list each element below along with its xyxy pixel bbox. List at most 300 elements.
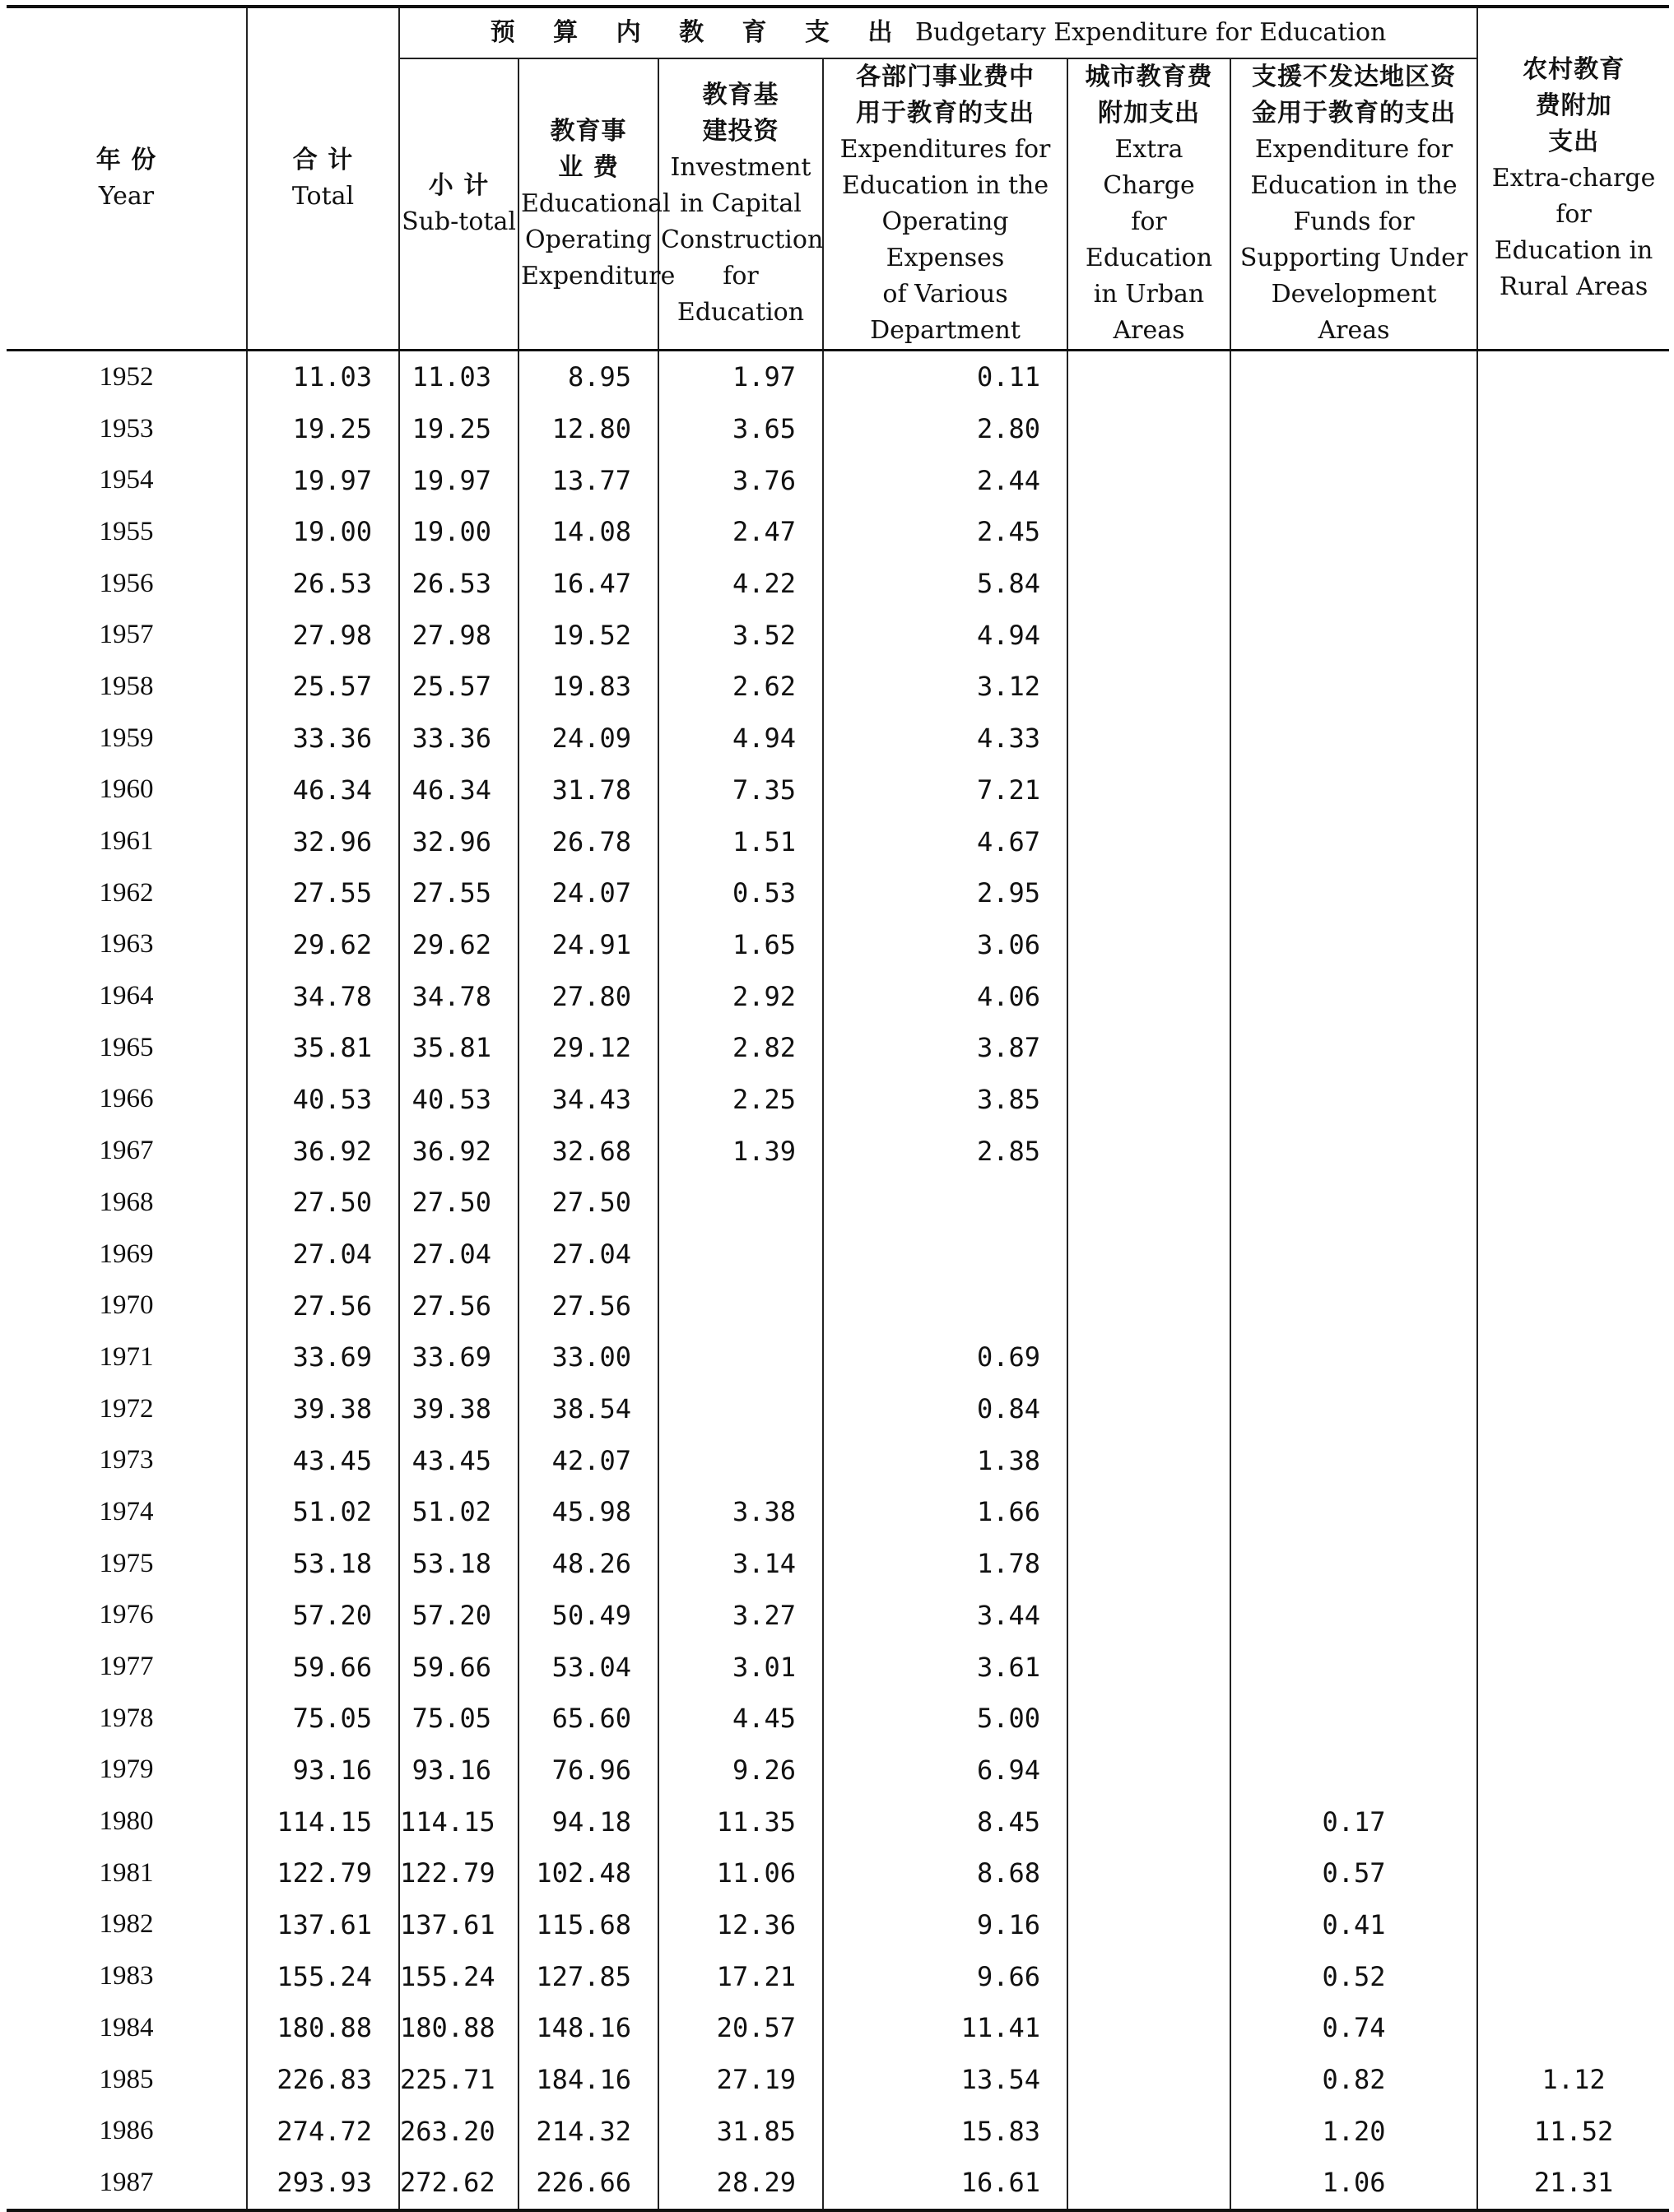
- cell-year: 1960: [7, 764, 247, 816]
- cell-rural: [1477, 867, 1669, 919]
- cell-capital: [658, 1177, 823, 1229]
- cell-year: 1980: [7, 1796, 247, 1847]
- cell-urban: [1067, 1229, 1230, 1280]
- cell-total: 19.25: [247, 403, 399, 455]
- cell-year: 1978: [7, 1693, 247, 1745]
- cell-urban: [1067, 1693, 1230, 1745]
- table-row: [7, 1434, 1669, 1486]
- header-capital-zh: 教育基 建投资: [702, 81, 779, 146]
- cell-subtotal: 114.15: [399, 1796, 518, 1847]
- header-operating: [518, 58, 676, 351]
- cell-operating: 48.26: [518, 1538, 658, 1590]
- cell-operating: 33.00: [518, 1331, 658, 1383]
- cell-rural: [1477, 2002, 1669, 2054]
- cell-year: 1973: [7, 1434, 247, 1486]
- header-subtotal-en: Sub-total: [402, 207, 516, 236]
- cell-underdev: [1230, 1125, 1477, 1177]
- cell-capital: 31.85: [658, 2105, 823, 2157]
- cell-underdev: 0.74: [1230, 2002, 1477, 2054]
- cell-capital: 3.14: [658, 1538, 823, 1590]
- cell-capital: 1.51: [658, 816, 823, 867]
- cell-urban: [1067, 1022, 1230, 1074]
- cell-operating: 27.56: [518, 1280, 658, 1331]
- cell-operating: 26.78: [518, 816, 658, 867]
- cell-year: 1952: [7, 351, 247, 403]
- cell-operating: 31.78: [518, 764, 658, 816]
- cell-departments: 4.94: [823, 609, 1067, 661]
- cell-underdev: 0.57: [1230, 1847, 1477, 1899]
- cell-subtotal: 29.62: [399, 919, 518, 971]
- cell-total: 11.03: [247, 351, 399, 403]
- table-row: [7, 1074, 1669, 1126]
- education-expenditure-table: [7, 5, 1669, 2212]
- table-row: [7, 351, 1669, 403]
- cell-departments: 0.11: [823, 351, 1067, 403]
- cell-year: 1984: [7, 2002, 247, 2054]
- cell-year: 1957: [7, 609, 247, 661]
- table-row: [7, 1125, 1669, 1177]
- cell-departments: [823, 1229, 1067, 1280]
- cell-urban: [1067, 867, 1230, 919]
- header-departments-en: Expenditures for Education in the Operating Expenses of Various Department: [839, 135, 1051, 345]
- cell-total: 226.83: [247, 2054, 399, 2106]
- cell-departments: 3.44: [823, 1590, 1067, 1642]
- header-year-zh: 年 份: [95, 146, 157, 174]
- cell-rural: [1477, 970, 1669, 1022]
- cell-subtotal: 27.55: [399, 867, 518, 919]
- cell-rural: [1477, 816, 1669, 867]
- cell-underdev: 0.82: [1230, 2054, 1477, 2106]
- cell-urban: [1067, 919, 1230, 971]
- cell-operating: 34.43: [518, 1074, 658, 1126]
- cell-operating: 45.98: [518, 1486, 658, 1538]
- cell-total: 293.93: [247, 2157, 399, 2210]
- cell-capital: 9.26: [658, 1745, 823, 1796]
- table-row: [7, 609, 1669, 661]
- cell-capital: [658, 1383, 823, 1435]
- cell-operating: 27.80: [518, 970, 658, 1022]
- cell-capital: 1.39: [658, 1125, 823, 1177]
- cell-urban: [1067, 609, 1230, 661]
- table-row: [7, 454, 1669, 506]
- cell-total: 274.72: [247, 2105, 399, 2157]
- cell-capital: 3.52: [658, 609, 823, 661]
- cell-year: 1967: [7, 1125, 247, 1177]
- cell-year: 1977: [7, 1641, 247, 1693]
- cell-operating: 14.08: [518, 506, 658, 558]
- cell-year: 1982: [7, 1899, 247, 1951]
- cell-subtotal: 34.78: [399, 970, 518, 1022]
- cell-total: 27.56: [247, 1280, 399, 1331]
- cell-departments: 3.06: [823, 919, 1067, 971]
- table-row: [7, 970, 1669, 1022]
- cell-rural: [1477, 1074, 1669, 1126]
- cell-urban: [1067, 1074, 1230, 1126]
- cell-subtotal: 19.25: [399, 403, 518, 455]
- cell-total: 59.66: [247, 1641, 399, 1693]
- header-total: [247, 7, 399, 351]
- header-total-zh: 合 计: [292, 146, 354, 174]
- cell-departments: 2.44: [823, 454, 1067, 506]
- cell-rural: [1477, 661, 1669, 713]
- cell-subtotal: 59.66: [399, 1641, 518, 1693]
- cell-underdev: [1230, 1074, 1477, 1126]
- cell-operating: 94.18: [518, 1796, 658, 1847]
- cell-total: 40.53: [247, 1074, 399, 1126]
- cell-year: 1958: [7, 661, 247, 713]
- table-row: [7, 1590, 1669, 1642]
- cell-departments: [823, 1177, 1067, 1229]
- cell-subtotal: 51.02: [399, 1486, 518, 1538]
- table-row: [7, 1331, 1669, 1383]
- cell-departments: 9.66: [823, 1950, 1067, 2002]
- cell-rural: [1477, 713, 1669, 764]
- table-body: [7, 351, 1669, 2210]
- table-row: [7, 1745, 1669, 1796]
- cell-urban: [1067, 1538, 1230, 1590]
- cell-capital: 20.57: [658, 2002, 823, 2054]
- cell-departments: 3.85: [823, 1074, 1067, 1126]
- cell-year: 1979: [7, 1745, 247, 1796]
- cell-urban: [1067, 1950, 1230, 2002]
- table-row: [7, 1796, 1669, 1847]
- cell-rural: [1477, 609, 1669, 661]
- cell-year: 1959: [7, 713, 247, 764]
- cell-operating: 27.04: [518, 1229, 658, 1280]
- cell-year: 1986: [7, 2105, 247, 2157]
- cell-rural: [1477, 506, 1669, 558]
- header-urban-zh: 城市教育费 附加支出: [1085, 63, 1213, 128]
- cell-capital: 3.76: [658, 454, 823, 506]
- cell-subtotal: 272.62: [399, 2157, 518, 2210]
- cell-urban: [1067, 1745, 1230, 1796]
- cell-capital: 2.47: [658, 506, 823, 558]
- cell-operating: 13.77: [518, 454, 658, 506]
- cell-departments: 1.78: [823, 1538, 1067, 1590]
- cell-underdev: [1230, 1022, 1477, 1074]
- cell-underdev: [1230, 1486, 1477, 1538]
- header-operating-zh: 教育事 业 费: [550, 117, 627, 182]
- cell-underdev: [1230, 558, 1477, 610]
- cell-urban: [1067, 1590, 1230, 1642]
- table-row: [7, 1229, 1669, 1280]
- cell-urban: [1067, 2157, 1230, 2210]
- table-row: [7, 506, 1669, 558]
- cell-capital: 0.53: [658, 867, 823, 919]
- cell-operating: 184.16: [518, 2054, 658, 2106]
- cell-urban: [1067, 1796, 1230, 1847]
- header-year-en: Year: [98, 182, 155, 211]
- education-expenditure-table-container: [7, 5, 1669, 2212]
- cell-underdev: [1230, 867, 1477, 919]
- cell-rural: [1477, 1486, 1669, 1538]
- cell-departments: 13.54: [823, 2054, 1067, 2106]
- cell-subtotal: 57.20: [399, 1590, 518, 1642]
- cell-urban: [1067, 1847, 1230, 1899]
- header-underdev-en: Expenditure for Education in the Funds for Supporting Under Development Areas: [1239, 135, 1468, 345]
- cell-capital: 1.65: [658, 919, 823, 971]
- cell-subtotal: 93.16: [399, 1745, 518, 1796]
- cell-total: 27.50: [247, 1177, 399, 1229]
- cell-operating: 19.83: [518, 661, 658, 713]
- table-row: [7, 558, 1669, 610]
- cell-year: 1969: [7, 1229, 247, 1280]
- cell-year: 1985: [7, 2054, 247, 2106]
- cell-rural: [1477, 764, 1669, 816]
- cell-total: 35.81: [247, 1022, 399, 1074]
- cell-total: 25.57: [247, 661, 399, 713]
- cell-capital: 2.62: [658, 661, 823, 713]
- cell-departments: 9.16: [823, 1899, 1067, 1951]
- cell-underdev: [1230, 1331, 1477, 1383]
- cell-subtotal: 33.69: [399, 1331, 518, 1383]
- cell-subtotal: 33.36: [399, 713, 518, 764]
- cell-subtotal: 263.20: [399, 2105, 518, 2157]
- cell-total: 29.62: [247, 919, 399, 971]
- cell-subtotal: 53.18: [399, 1538, 518, 1590]
- cell-capital: 2.92: [658, 970, 823, 1022]
- header-budget-group: [399, 7, 1477, 58]
- cell-departments: 2.85: [823, 1125, 1067, 1177]
- cell-total: 34.78: [247, 970, 399, 1022]
- cell-capital: 3.38: [658, 1486, 823, 1538]
- cell-departments: 7.21: [823, 764, 1067, 816]
- cell-total: 155.24: [247, 1950, 399, 2002]
- cell-operating: 226.66: [518, 2157, 658, 2210]
- header-urban-en: Extra Charge for Education in Urban Areas: [1085, 135, 1213, 345]
- cell-subtotal: 26.53: [399, 558, 518, 610]
- cell-departments: 11.41: [823, 2002, 1067, 2054]
- cell-rural: 21.31: [1477, 2157, 1669, 2210]
- header-rural-en: Extra-charge for Education in Rural Areas: [1491, 164, 1656, 301]
- cell-operating: 12.80: [518, 403, 658, 455]
- cell-year: 1953: [7, 403, 247, 455]
- header-subtotal: [399, 58, 518, 351]
- table-row: [7, 1538, 1669, 1590]
- cell-capital: 12.36: [658, 1899, 823, 1951]
- cell-year: 1955: [7, 506, 247, 558]
- cell-operating: 148.16: [518, 2002, 658, 2054]
- cell-capital: 28.29: [658, 2157, 823, 2210]
- table-row: [7, 2105, 1669, 2157]
- cell-departments: 2.80: [823, 403, 1067, 455]
- cell-total: 180.88: [247, 2002, 399, 2054]
- cell-underdev: [1230, 1383, 1477, 1435]
- cell-total: 93.16: [247, 1745, 399, 1796]
- cell-rural: 1.12: [1477, 2054, 1669, 2106]
- cell-total: 43.45: [247, 1434, 399, 1486]
- cell-capital: 3.65: [658, 403, 823, 455]
- cell-year: 1965: [7, 1022, 247, 1074]
- cell-underdev: [1230, 764, 1477, 816]
- cell-subtotal: 137.61: [399, 1899, 518, 1951]
- cell-total: 51.02: [247, 1486, 399, 1538]
- cell-capital: 2.82: [658, 1022, 823, 1074]
- cell-subtotal: 27.98: [399, 609, 518, 661]
- cell-urban: [1067, 816, 1230, 867]
- cell-subtotal: 32.96: [399, 816, 518, 867]
- cell-underdev: [1230, 1590, 1477, 1642]
- cell-capital: 4.94: [658, 713, 823, 764]
- header-departments: [823, 58, 1067, 351]
- cell-underdev: [1230, 454, 1477, 506]
- header-rural: [1477, 7, 1669, 351]
- cell-urban: [1067, 661, 1230, 713]
- cell-total: 114.15: [247, 1796, 399, 1847]
- cell-operating: 42.07: [518, 1434, 658, 1486]
- cell-subtotal: 225.71: [399, 2054, 518, 2106]
- header-urban: [1067, 58, 1230, 351]
- cell-departments: 4.33: [823, 713, 1067, 764]
- header-subtotal-zh: 小 计: [428, 171, 490, 200]
- cell-urban: [1067, 2002, 1230, 2054]
- cell-departments: 1.66: [823, 1486, 1067, 1538]
- cell-rural: [1477, 1745, 1669, 1796]
- cell-operating: 8.95: [518, 351, 658, 403]
- cell-rural: 11.52: [1477, 2105, 1669, 2157]
- cell-urban: [1067, 1280, 1230, 1331]
- cell-rural: [1477, 1899, 1669, 1951]
- cell-capital: 4.22: [658, 558, 823, 610]
- cell-total: 27.98: [247, 609, 399, 661]
- cell-year: 1975: [7, 1538, 247, 1590]
- cell-underdev: [1230, 1745, 1477, 1796]
- cell-urban: [1067, 1125, 1230, 1177]
- table-row: [7, 1693, 1669, 1745]
- cell-underdev: [1230, 1538, 1477, 1590]
- cell-operating: 127.85: [518, 1950, 658, 2002]
- table-row: [7, 1950, 1669, 2002]
- cell-total: 32.96: [247, 816, 399, 867]
- cell-subtotal: 11.03: [399, 351, 518, 403]
- cell-rural: [1477, 1331, 1669, 1383]
- cell-rural: [1477, 454, 1669, 506]
- cell-departments: 3.87: [823, 1022, 1067, 1074]
- cell-year: 1983: [7, 1950, 247, 2002]
- cell-departments: 2.45: [823, 506, 1067, 558]
- cell-urban: [1067, 506, 1230, 558]
- cell-departments: 8.45: [823, 1796, 1067, 1847]
- cell-operating: 24.91: [518, 919, 658, 971]
- header-operating-en: Educational Operating Expenditure: [521, 189, 676, 290]
- table-row: [7, 1022, 1669, 1074]
- cell-subtotal: 25.57: [399, 661, 518, 713]
- cell-capital: 4.45: [658, 1693, 823, 1745]
- cell-year: 1954: [7, 454, 247, 506]
- cell-capital: 3.01: [658, 1641, 823, 1693]
- cell-underdev: [1230, 403, 1477, 455]
- cell-subtotal: 40.53: [399, 1074, 518, 1126]
- cell-underdev: 0.17: [1230, 1796, 1477, 1847]
- cell-rural: [1477, 558, 1669, 610]
- cell-rural: [1477, 1538, 1669, 1590]
- cell-capital: [658, 1331, 823, 1383]
- table-row: [7, 403, 1669, 455]
- cell-year: 1966: [7, 1074, 247, 1126]
- cell-subtotal: 27.56: [399, 1280, 518, 1331]
- cell-urban: [1067, 454, 1230, 506]
- cell-departments: 5.00: [823, 1693, 1067, 1745]
- cell-urban: [1067, 1899, 1230, 1951]
- cell-urban: [1067, 764, 1230, 816]
- cell-total: 19.00: [247, 506, 399, 558]
- cell-subtotal: 39.38: [399, 1383, 518, 1435]
- cell-operating: 24.07: [518, 867, 658, 919]
- cell-departments: 3.61: [823, 1641, 1067, 1693]
- table-row: [7, 1847, 1669, 1899]
- cell-subtotal: 43.45: [399, 1434, 518, 1486]
- header-year: [7, 7, 247, 351]
- table-row: [7, 713, 1669, 764]
- cell-total: 36.92: [247, 1125, 399, 1177]
- table-row: [7, 1641, 1669, 1693]
- cell-urban: [1067, 1331, 1230, 1383]
- header-capital-en: Investment in Capital Construction for Education: [661, 153, 824, 327]
- cell-departments: 0.69: [823, 1331, 1067, 1383]
- cell-underdev: [1230, 351, 1477, 403]
- cell-rural: [1477, 1177, 1669, 1229]
- cell-subtotal: 36.92: [399, 1125, 518, 1177]
- cell-operating: 115.68: [518, 1899, 658, 1951]
- table-row: [7, 764, 1669, 816]
- cell-capital: 7.35: [658, 764, 823, 816]
- cell-subtotal: 27.50: [399, 1177, 518, 1229]
- cell-urban: [1067, 403, 1230, 455]
- cell-capital: 2.25: [658, 1074, 823, 1126]
- cell-operating: 214.32: [518, 2105, 658, 2157]
- cell-total: 27.55: [247, 867, 399, 919]
- cell-capital: 11.35: [658, 1796, 823, 1847]
- cell-departments: 6.94: [823, 1745, 1067, 1796]
- header-total-en: Total: [291, 182, 355, 211]
- cell-total: 57.20: [247, 1590, 399, 1642]
- cell-subtotal: 180.88: [399, 2002, 518, 2054]
- header-underdev: [1230, 58, 1477, 351]
- cell-operating: 102.48: [518, 1847, 658, 1899]
- cell-rural: [1477, 1229, 1669, 1280]
- cell-rural: [1477, 1125, 1669, 1177]
- cell-urban: [1067, 1383, 1230, 1435]
- cell-rural: [1477, 1641, 1669, 1693]
- cell-operating: 27.50: [518, 1177, 658, 1229]
- cell-total: 27.04: [247, 1229, 399, 1280]
- cell-underdev: [1230, 1229, 1477, 1280]
- cell-underdev: [1230, 1641, 1477, 1693]
- table-row: [7, 2002, 1669, 2054]
- cell-rural: [1477, 1280, 1669, 1331]
- cell-departments: 4.06: [823, 970, 1067, 1022]
- cell-year: 1971: [7, 1331, 247, 1383]
- table-row: [7, 1383, 1669, 1435]
- cell-subtotal: 19.00: [399, 506, 518, 558]
- table-row: [7, 661, 1669, 713]
- cell-urban: [1067, 970, 1230, 1022]
- cell-departments: 16.61: [823, 2157, 1067, 2210]
- table-row: [7, 2157, 1669, 2210]
- cell-capital: 27.19: [658, 2054, 823, 2106]
- cell-year: 1964: [7, 970, 247, 1022]
- cell-underdev: 0.52: [1230, 1950, 1477, 2002]
- cell-operating: 50.49: [518, 1590, 658, 1642]
- table-row: [7, 1280, 1669, 1331]
- cell-departments: 3.12: [823, 661, 1067, 713]
- cell-departments: 1.38: [823, 1434, 1067, 1486]
- cell-subtotal: 155.24: [399, 1950, 518, 2002]
- cell-rural: [1477, 1847, 1669, 1899]
- cell-operating: 38.54: [518, 1383, 658, 1435]
- cell-year: 1987: [7, 2157, 247, 2210]
- cell-operating: 32.68: [518, 1125, 658, 1177]
